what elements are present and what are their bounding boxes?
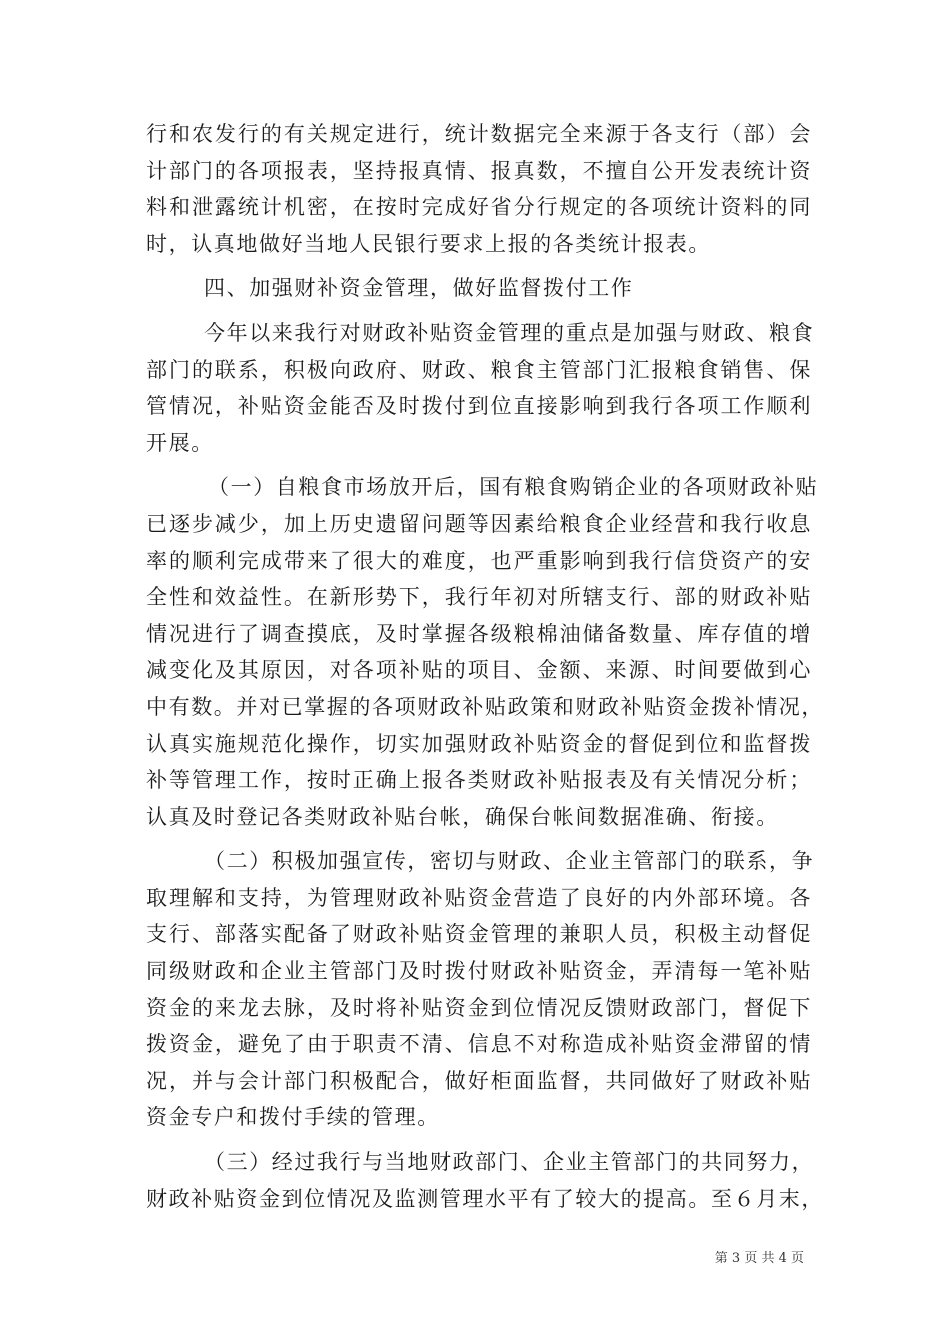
text-line: 时，认真地做好当地人民银行要求上报的各类统计报表。 xyxy=(146,231,711,256)
paragraph-gap xyxy=(146,307,812,315)
text-line: 拨资金，避免了由于职责不清、信息不对称造成补贴资金滞留的情 xyxy=(146,1032,812,1057)
text-line: 资金的来龙去脉，及时将补贴资金到位情况反馈财政部门，督促下 xyxy=(146,995,812,1020)
text-line: 计部门的各项报表，坚持报真情、报真数，不擅自公开发表统计资 xyxy=(146,158,812,183)
text-line: 开展。 xyxy=(146,430,214,455)
text-line: 况，并与会计部门积极配合，做好柜面监督，共同做好了财政补贴 xyxy=(146,1068,812,1093)
paragraph xyxy=(146,315,815,461)
text-line: 资金专户和拨付手续的管理。 xyxy=(146,1105,440,1130)
text-line: 管情况，补贴资金能否及时拨付到位直接影响到我行各项工作顺利 xyxy=(146,394,812,419)
text-line: 支行、部落实配备了财政补贴资金管理的兼职人员，积极主动督促 xyxy=(146,922,812,947)
paragraph xyxy=(146,1144,824,1217)
text-line: （三）经过我行与当地财政部门、企业主管部门的共同努力， xyxy=(204,1150,815,1175)
text-line: 已逐步减少，加上历史遗留问题等因素给粮食企业经营和我行收息 xyxy=(146,511,812,536)
paragraph-gap xyxy=(146,835,812,843)
paragraph-gap xyxy=(146,461,812,469)
text-line: 情况进行了调查摸底，及时掌握各级粮棉油储备数量、库存值的增 xyxy=(146,621,812,646)
text-line: 行和农发行的有关规定进行，统计数据完全来源于各支行（部）会 xyxy=(146,122,812,146)
text-line: 部门的联系，积极向政府、财政、粮食主管部门汇报粮食销售、保 xyxy=(146,357,812,382)
text-line: 同级财政和企业主管部门及时拨付财政补贴资金，弄清每一笔补贴 xyxy=(146,959,812,984)
text-line: 减变化及其原因，对各项补贴的项目、金额、来源、时间要做到心 xyxy=(146,658,812,683)
text-line: 认真实施规范化操作，切实加强财政补贴资金的督促到位和监督拨 xyxy=(146,731,812,756)
page-number: 第 3 页 共 4 页 xyxy=(714,1251,804,1266)
paragraph xyxy=(146,843,815,1136)
section-heading xyxy=(146,270,812,307)
document-body xyxy=(146,116,824,1217)
text-line: 率的顺利完成带来了很大的难度，也严重影响到我行信贷资产的安 xyxy=(146,548,812,573)
paragraph xyxy=(146,469,824,835)
heading-line: 四、加强财补资金管理，做好监督拨付工作 xyxy=(204,276,634,301)
text-line: 全性和效益性。在新形势下，我行年初对所辖支行、部的财政补贴 xyxy=(146,585,812,610)
text-line: （二）积极加强宣传，密切与财政、企业主管部门的联系，争 xyxy=(204,849,815,874)
paragraph xyxy=(146,116,812,262)
text-line: 取理解和支持，为管理财政补贴资金营造了良好的内外部环境。各 xyxy=(146,885,812,910)
text-line: 料和泄露统计机密，在按时完成好省分行规定的各项统计资料的同 xyxy=(146,195,812,220)
text-line: 补等管理工作，按时正确上报各类财政补贴报表及有关情况分析； xyxy=(146,768,812,793)
paragraph-gap xyxy=(146,262,812,270)
text-line: 中有数。并对已掌握的各项财政补贴政策和财政补贴资金拨补情况， xyxy=(146,694,824,719)
text-line: 认真及时登记各类财政补贴台帐，确保台帐间数据准确、衔接。 xyxy=(146,804,779,829)
paragraph-gap xyxy=(146,1136,812,1144)
text-line: （一）自粮食市场放开后，国有粮食购销企业的各项财政补贴 xyxy=(208,475,819,500)
text-line: 今年以来我行对财政补贴资金管理的重点是加强与财政、粮食 xyxy=(204,320,815,345)
text-line: 财政补贴资金到位情况及监测管理水平有了较大的提高。至６月末， xyxy=(146,1186,824,1211)
